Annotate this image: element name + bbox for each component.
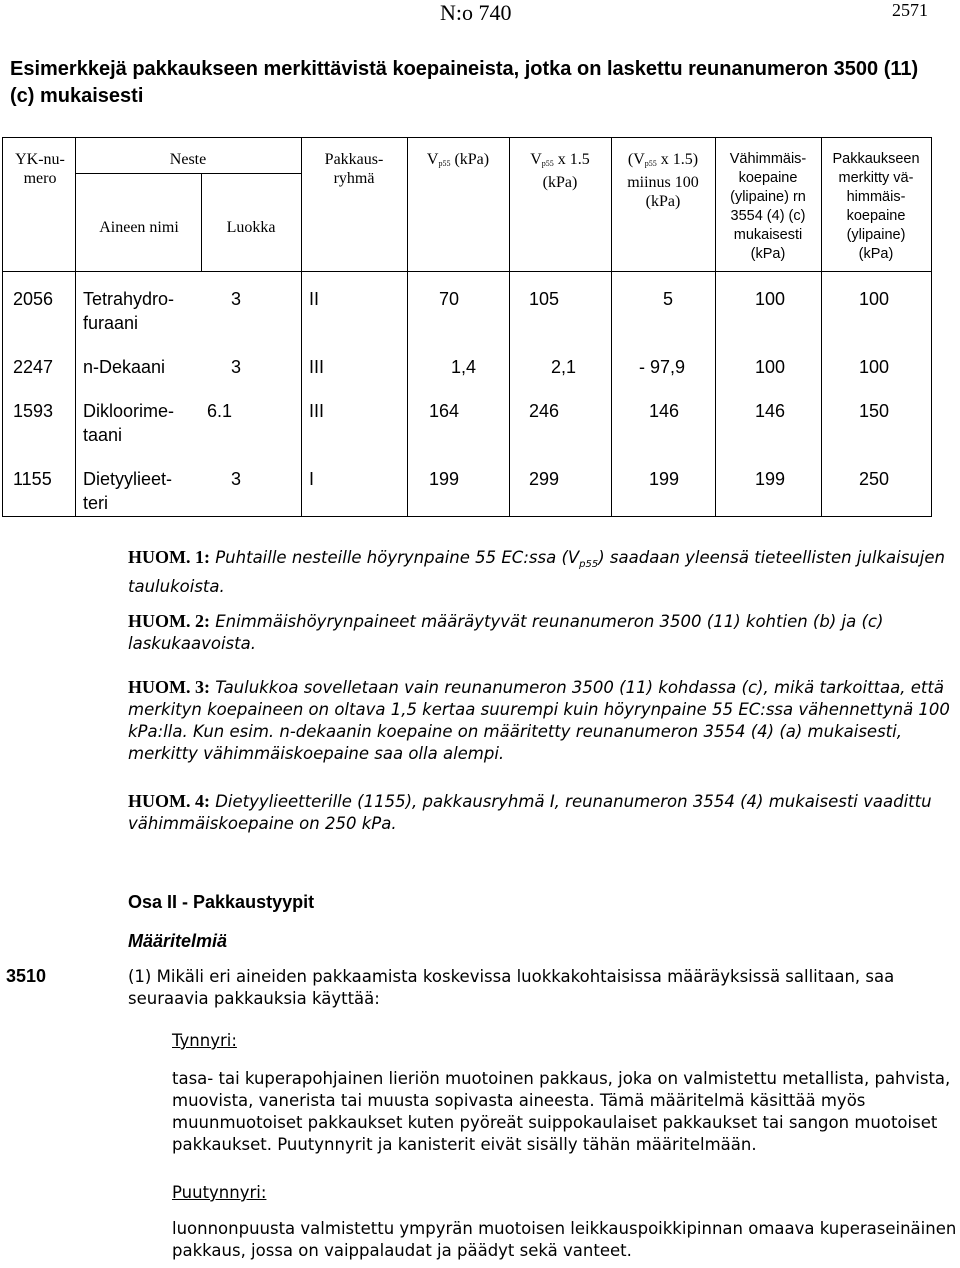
cell-merkitty: 100: [859, 289, 890, 309]
cell-miinus: - 97,9: [639, 357, 686, 377]
document-number: N:o 740: [440, 0, 512, 25]
cell-aine: n-Dekaani: [83, 357, 166, 377]
header-miinus-100: ($V_{p55}$ x 1.5) miinus 100 (kPa): [627, 151, 699, 210]
cell-vp55: 70: [439, 289, 460, 309]
cell-luokka: 3: [231, 469, 242, 489]
cell-aine: Dikloorime- taani: [83, 401, 175, 445]
cell-vp55: 1,4: [451, 357, 477, 377]
cell-merkitty: 100: [859, 357, 890, 377]
cell-luokka: 6.1: [207, 401, 233, 421]
cell-vahimmais: 146: [755, 401, 786, 421]
definition-text-puutynnyri: luonnonpuusta valmistettu ympyrän muotoisen leikkauspoikkipinnan omaava kuperaseinäinen pakkaus, jossa on vaippalaudat ja päädyt sekä vanteet.: [172, 1219, 957, 1260]
cell-vahimmais: 100: [755, 357, 786, 377]
cell-yk: 2056: [13, 289, 54, 309]
cell-miinus: 146: [649, 401, 680, 421]
header-neste: Neste: [169, 151, 207, 168]
header-luokka: Luokka: [226, 219, 276, 236]
cell-yk: 2247: [13, 357, 54, 377]
section-heading: Osa II - Pakkaustyypit: [128, 892, 315, 912]
cell-vahimmais: 100: [755, 289, 786, 309]
cell-vp55: 164: [429, 401, 460, 421]
definition-term-puutynnyri: Puutynnyri:: [172, 1183, 267, 1202]
cell-merkitty: 150: [859, 401, 890, 421]
cell-yk: 1155: [13, 469, 52, 489]
cell-ryhma: III: [309, 357, 325, 377]
page-number: 2571: [892, 0, 928, 20]
definition-text-tynnyri: tasa- tai kuperapohjainen lieriön muotoinen pakkaus, joka on valmistettu metallista, pahvista, muovista, vanerista tai muusta sopivasta aineesta. Tämä määritelmä käsittää myös muunmuotoiset pakkaukset kuten pyöreät suippokaulaiset pakkaukset tai sangon muotoiset pakkaukset. Puutynnyrit ja kanisterit eivät sisälly tähän määritelmään.: [172, 1069, 951, 1154]
section-subheading: Määritelmiä: [128, 931, 228, 951]
note-4: HUOM. 4: Dietyylieetterille (1155), pakkausryhmä I, reunanumeron 3554 (4) mukaisesti vaadittu vähimmäiskoepaine on 250 kPa.: [128, 791, 932, 833]
definition-term-tynnyri: Tynnyri:: [172, 1031, 237, 1050]
cell-vp55: 199: [429, 469, 460, 489]
cell-x15: 2,1: [551, 357, 577, 377]
note-3: HUOM. 3: Taulukkoa sovelletaan vain reunanumeron 3500 (11) kohdassa (c), mikä tarkoittaa, että merkityn koepaineen on oltava 1,5 kertaa suurempi kuin höyrynpaine 55 EC:ssa vähennettynä 100 kPa:lla. Kun esim. n-dekaanin koepaine on määritetty reunanumeron 3554 (4) (a) mukaisesti, merkitty vähimmäiskoepaine saa olla alempi.: [128, 677, 950, 763]
cell-x15: 105: [529, 289, 560, 309]
section-intro: (1) Mikäli eri aineiden pakkaamista koskevissa luokkakohtaisissa määräyksissä sallitaan, saa seuraavia pakkauksia käyttää:: [128, 967, 895, 1008]
cell-luokka: 3: [231, 357, 242, 377]
header-vp55-x15: $V_{p55}$ x 1.5 (kPa): [530, 151, 590, 191]
cell-miinus: 199: [649, 469, 680, 489]
note-2: HUOM. 2: Enimmäishöyrynpaineet määräytyvät reunanumeron 3500 (11) kohtien (b) ja (c) laskukaavoista.: [128, 611, 884, 653]
cell-vahimmais: 199: [755, 469, 786, 489]
cell-x15: 299: [529, 469, 560, 489]
header-vahimmaiskoepaine: Vähimmäis- koepaine (ylipaine) rn 3554 (4) (c) mukaisesti (kPa): [729, 151, 807, 262]
cell-luokka: 3: [231, 289, 242, 309]
cell-ryhma: III: [309, 401, 325, 421]
cell-miinus: 5: [663, 289, 674, 309]
pressure-table: [2, 137, 932, 517]
cell-ryhma: I: [309, 469, 315, 489]
cell-aine: Dietyylieet- teri: [83, 469, 173, 513]
header-yk-number: YK-nu- mero: [15, 151, 65, 187]
marginal-number: 3510: [6, 966, 47, 986]
cell-aine: Tetrahydro- furaani: [83, 289, 175, 333]
table-title: Esimerkkejä pakkaukseen merkittävistä koepaineista, jotka on laskettu reunanumeron 3500 (11) (c) mukaisesti: [10, 58, 919, 107]
header-aineen-nimi: Aineen nimi: [99, 219, 179, 236]
cell-x15: 246: [529, 401, 560, 421]
cell-merkitty: 250: [859, 469, 890, 489]
note-1: HUOM. 1: Puhtaille nesteille höyrynpaine 55 EC:ssa $(V_{p55})$ saadaan yleensä tieteellisten julkaisujen taulukoista.: [128, 547, 945, 596]
cell-yk: 1593: [13, 401, 54, 421]
header-pakkausryhma: Pakkaus- ryhmä: [324, 151, 384, 187]
cell-ryhma: II: [309, 289, 320, 309]
header-merkitty-koepaine: Pakkaukseen merkitty vä- himmäis- koepaine (ylipaine) (kPa): [832, 151, 920, 262]
header-vp55: $V_{p55}$ (kPa): [426, 151, 490, 168]
